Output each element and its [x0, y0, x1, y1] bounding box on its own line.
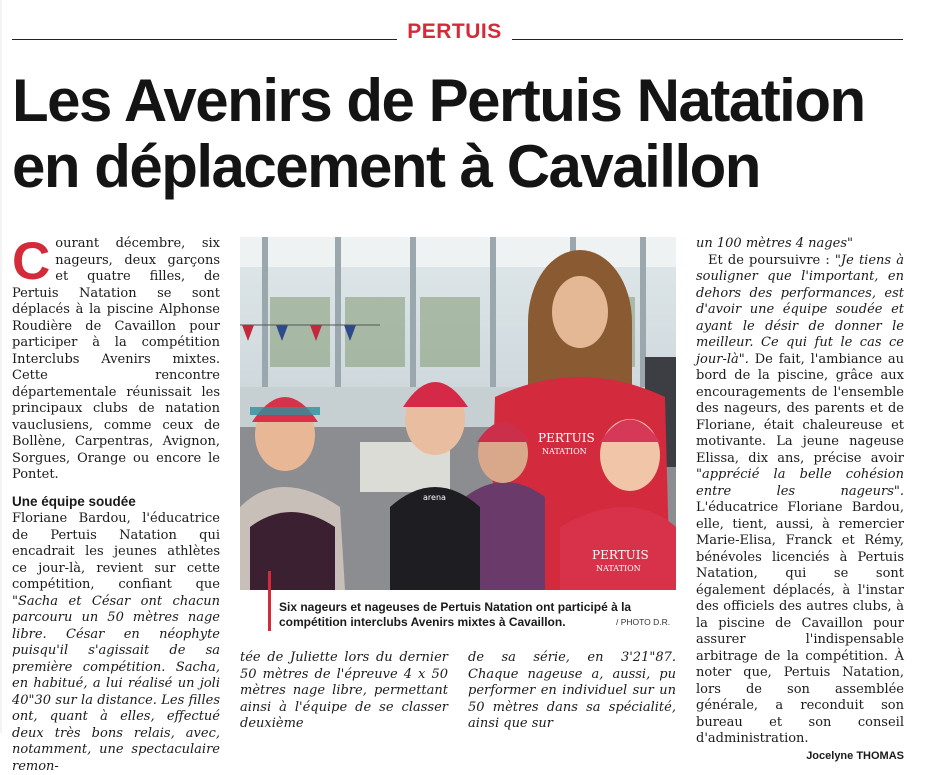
- body-text: Floriane Bardou, l'éducatrice de Pertuis Natation qui encadrait les jeunes athlètes ce jour-là, revient sur cette compétition, confiant que: [12, 511, 220, 592]
- body-text-c: L'éducatrice Floriane Bardou, elle, tient, aussi, à remercier Marie-Elisa, Franck et Rémy, bénévoles licenciés à Pertuis Natation, qui se sont également déplacés, à l'instar des officiels des autres clubs, à la piscine de Cavaillon pour assurer l'indispensable arbitrage de la compétition. À noter que, Pertuis Natation, lors de son assemblée générale, a reconduit son bureau et son conseil d'administration.: [696, 500, 904, 746]
- headline-line-1: Les Avenirs de Pertuis Natation: [12, 67, 865, 134]
- shirt-text-4: NATATION: [596, 564, 641, 573]
- section-rule-right: [512, 39, 903, 40]
- article-column-1: [12, 232, 220, 775]
- shirt-text-2: NATATION: [542, 447, 587, 456]
- body-text-a: Et de poursuivre :: [708, 252, 835, 268]
- article-column-4: [696, 236, 904, 764]
- author-byline: Jocelyne THOMAS: [806, 749, 904, 762]
- intro-paragraph: [12, 232, 220, 484]
- section-rule-left: [12, 39, 397, 40]
- body-text-b: De fait, l'ambiance au bord de la piscine, grâce aux encouragements de l'ensemble des nageurs, des parents et de Floriane, était chaleureuse et motivante. La jeune nageuse Elissa, dix ans, précise avoir: [696, 351, 904, 466]
- intro-text: ourant décembre, six nageurs, deux garçons et quatre filles, de Pertuis Natation se sont déplacés à la piscine Alphonse Roudière de Cavaillon pour participer à la compétition Interclubs Avenirs mixtes. Cette rencontre départementale réunissait les principaux clubs de natation vauclusiens, comme ceux de Bollène, Carpentras, Avignon, Sorgues, Orange ou encore le Pontet.: [12, 236, 220, 482]
- headline-line-2: en déplacement à Cavaillon: [12, 133, 760, 200]
- section-label: PERTUIS: [407, 20, 502, 43]
- subhead: Une équipe soudée: [12, 493, 136, 509]
- page-edge: [0, 0, 2, 733]
- shirt-text-3: PERTUIS: [592, 548, 649, 562]
- headline: [12, 68, 942, 200]
- quote-continued: un 100 mètres 4 nages": [696, 236, 853, 251]
- caption-bar: [268, 571, 271, 631]
- swimsuit-logo: arena: [423, 493, 446, 502]
- body-paragraph-1: [12, 511, 220, 775]
- quote-text: "Sacha et César ont chacun parcouru un 50 mètres nage libre. César en néophyte puisqu'il s'agissait de sa première compétition. Sacha, en habitué, a lui réalisé un joli 40"30 sur la distance. Les filles ont, quant à elles, effectué deux très bons relais, avec, notamment, une spectaculaire remon-: [12, 593, 220, 774]
- article-column-2: tée de Juliette lors du dernier 50 mètres de l'épreuve 4 x 50 mètres nage libre, permettant ainsi à l'équipe de se classer deuxième: [240, 650, 448, 731]
- team-photo: [240, 237, 676, 590]
- body-paragraph-2: [696, 252, 904, 762]
- photo-caption: Six nageurs et nageuses de Pertuis Natation ont participé à la compétition interclubs Avenirs mixtes à Cavaillon.: [279, 600, 632, 629]
- photo-credit: / PHOTO D.R.: [616, 617, 671, 627]
- drop-cap: C: [12, 232, 51, 291]
- quote-text-2: "Je tiens à souligner que l'important, en dehors des performances, est d'avoir une équipe soudée et ayant le désir de donner le meilleur. Ce qui fut le cas ce jour-là".: [696, 252, 904, 367]
- quote-text-3: "apprécié la belle cohésion entre les nageurs".: [696, 467, 904, 499]
- shirt-text-1: PERTUIS: [538, 431, 595, 445]
- article-column-3: de sa série, en 3'21"87. Chaque nageuse a, aussi, pu performer en individuel sur un 50 mètres dans sa spécialité, ainsi que sur: [468, 650, 676, 731]
